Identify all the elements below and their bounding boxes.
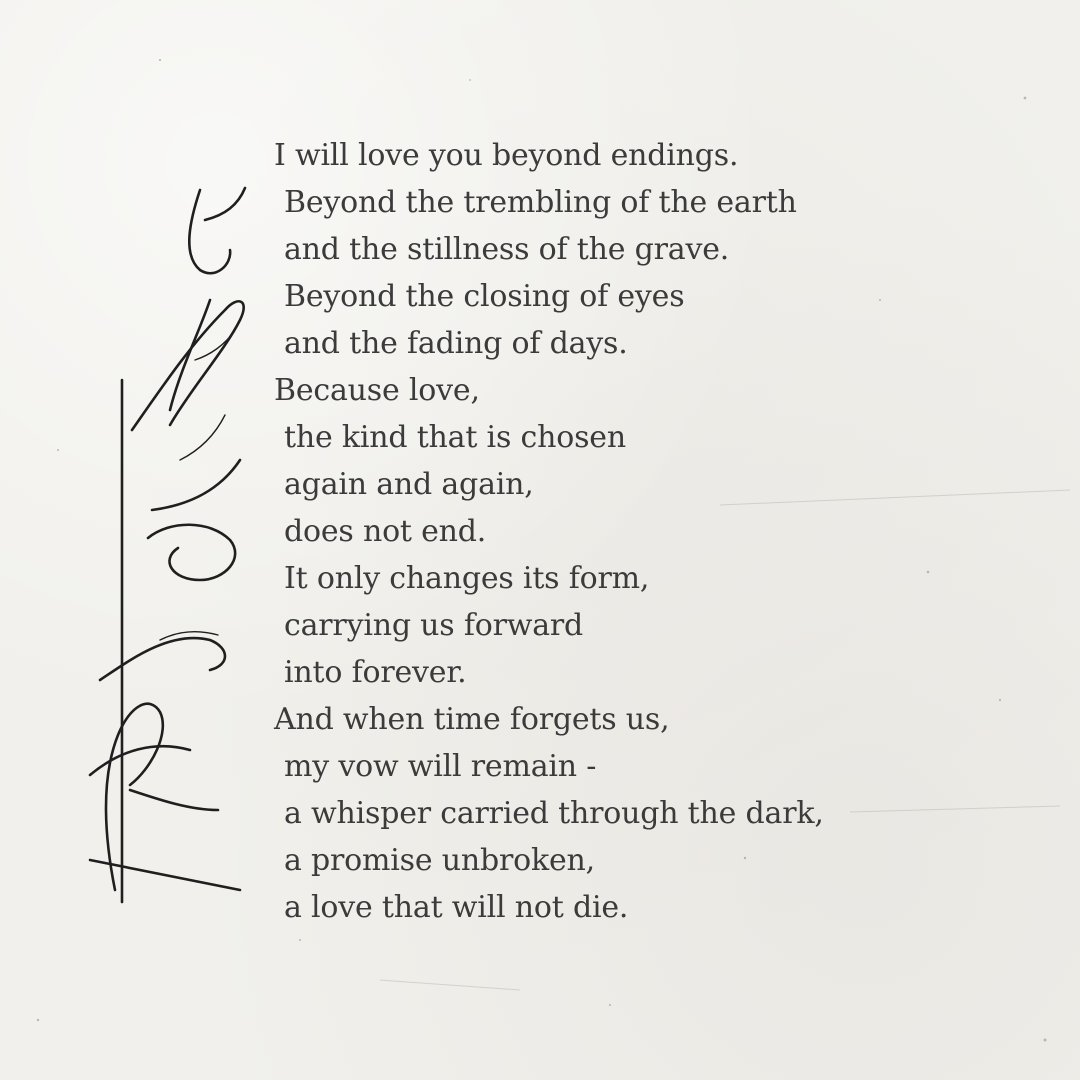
poem-line: a whisper carried through the dark, [284,796,824,831]
poem-line: a promise unbroken, [284,843,595,878]
poem-line: my vow will remain - [284,749,597,784]
poem-line: Because love, [274,373,480,408]
poem-line: Beyond the trembling of the earth [284,185,797,220]
poem-line: carrying us forward [284,608,584,643]
poem-line: and the fading of days. [284,326,628,361]
poem-line: the kind that is chosen [284,420,626,455]
poem-line: I will love you beyond endings. [274,138,739,173]
poem-line: Beyond the closing of eyes [284,279,685,314]
title-script-strokes [90,188,245,902]
poem [274,132,974,931]
poem-line: and the stillness of the grave. [284,232,730,267]
poem-line: And when time forgets us, [274,702,670,737]
poem-line: again and again, [284,467,534,502]
poem-line: does not end. [284,514,487,549]
poem-line: It only changes its form, [284,561,650,596]
handwritten-title [60,160,260,930]
poem-line: into forever. [284,655,467,690]
poem-line: a love that will not die. [284,890,629,925]
